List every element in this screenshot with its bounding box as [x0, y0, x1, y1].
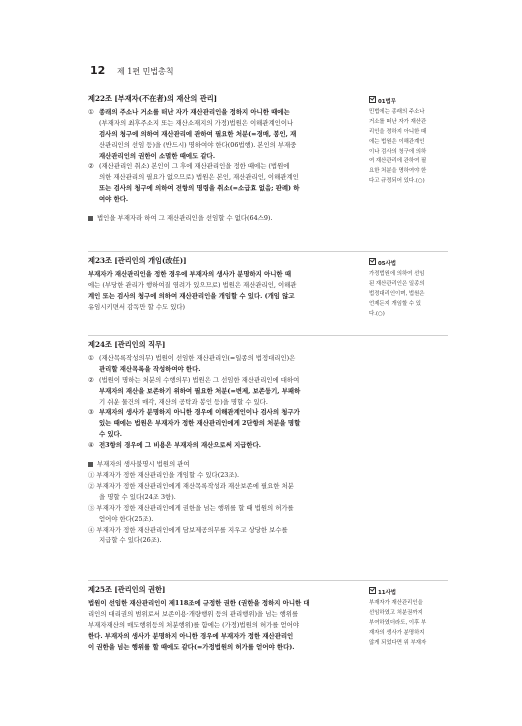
- sidenote-line: 요한 처분을 명하여야 한: [369, 168, 427, 175]
- article-24: [88, 340, 354, 546]
- divider: [88, 580, 448, 581]
- sidenote-line: 다.(○): [369, 310, 385, 317]
- text-line: 관리할 재산목록을 작성하여야 한다.: [99, 364, 201, 373]
- note-line: ④ 부재자가 정한 재산관리인에게 담보제공의무를 지우고 상당한 보수를: [88, 525, 288, 534]
- sidenote-line: 여 재산관리에 관하여 필: [369, 158, 427, 165]
- article-25: [88, 585, 354, 652]
- article-title: 제24조 [관리인의 직무]: [88, 340, 166, 349]
- note-line: 얻어야 한다(25조).: [99, 514, 154, 523]
- sidenote-line: 재자의 생사가 분명하지: [369, 629, 425, 636]
- sidenote-05: [369, 258, 441, 319]
- article-22: [88, 94, 354, 224]
- sidenote-line: 민법에는 종래의 주소나: [369, 108, 425, 115]
- text-line: 기 쉬운 물건의 매각, 재산의 공탁과 봉인 등)을 명할 수 있다.: [99, 397, 268, 406]
- note-square-icon: [88, 462, 93, 467]
- text-line: 수 있다.: [99, 430, 122, 439]
- text-line: 법원이 선임한 재산관리인이 제118조에 규정한 권한 (권한을 정하지 아니한 대: [88, 598, 310, 607]
- text-line: 에는 (부당한 관리가 행하여질 염려가 있으므로) 법원은 재산관리인, 이해관: [88, 280, 297, 289]
- sidenote-line: 리인을 정하지 아니한 때: [369, 128, 427, 135]
- note-box: [88, 459, 354, 546]
- sidenote-01: [369, 96, 441, 187]
- divider: [88, 335, 448, 336]
- paragraph-number: ②: [88, 375, 94, 384]
- text-line: 부재자가 재산관리인을 정한 경우에 부재자의 생사가 분명하지 아니한 때: [88, 269, 291, 278]
- note-line: ① 부재자가 정한 재산관리인을 개임할 수 있다(23조).: [88, 470, 240, 479]
- text-line: 이 권한을 넘는 행위를 할 때에도 같다(=가정법원의 허가를 얻어야 한다).: [88, 642, 295, 651]
- text-line: (법원이 명하는 처분의 수행의무) 법원은 그 선임한 재산관리인에 대하여: [99, 375, 300, 384]
- note-line: ② 부재자가 정한 재산관리인에게 재산목록작성과 재산보존에 필요한 처분: [88, 481, 294, 490]
- sidenote-line: 선임하였고 처분권까지: [369, 609, 423, 616]
- sidenote-title: 11사법: [378, 590, 396, 596]
- text-line: 계인 또는 검사의 청구에 의하여 재산관리인을 개임할 수 있다. (개임 않고: [88, 291, 295, 300]
- sidenote-line: 법정대리인이며, 법원은: [369, 290, 425, 297]
- divider: [88, 251, 448, 252]
- text-line: 전3항의 경우에 그 비용은 부재자의 재산으로써 지급한다.: [99, 441, 262, 450]
- text-line: 종래의 주소나 거소를 떠난 자가 재산관리인을 정하지 아니한 때에는: [99, 107, 290, 116]
- text-line: 부재자재산의 매도행위등의 처분행위)를 함에는 (가정)법원의 허가를 얻어야: [88, 620, 300, 629]
- paragraph-1: [88, 353, 354, 375]
- text-line: 의한 재산관리의 필요가 없으므로) 법원은 본인, 재산관리인, 이해관계인: [99, 173, 299, 182]
- text-line: 재산관리인의 권한이 소멸한 때에도 같다.: [99, 151, 216, 160]
- note-line: 을 명할 수 있다(24조 3항).: [99, 492, 176, 501]
- checkbox-icon: [369, 96, 376, 103]
- checkbox-icon: [369, 258, 376, 265]
- text-line: 유임시키면서 감독만 할 수도 있다): [88, 302, 186, 311]
- paragraph-3: [88, 407, 354, 440]
- text-line: 한다. 부재자의 생사가 분명하지 아니한 경우에 부재자가 정한 재산관리인: [88, 631, 294, 640]
- sidenote-line: 거소를 떠난 자가 재산관: [369, 118, 427, 125]
- note-box: [88, 213, 354, 224]
- sidenote-line: 이나 검사의 청구에 의하: [369, 148, 427, 155]
- sidenote-line: 된 재산관리인은 일종의: [369, 280, 425, 287]
- text-line: (재산목록작성의무) 법원이 선임한 재산관리인(=일종의 법정대리인)은: [99, 353, 296, 362]
- paragraph-4: [88, 440, 354, 451]
- article-23: [88, 256, 354, 313]
- paragraph-number: ①: [88, 107, 94, 116]
- chapter-heading: 제 1편 민법총칙: [117, 67, 174, 76]
- paragraph-number: ④: [88, 441, 94, 450]
- sidenote-title: 01법무: [378, 99, 396, 105]
- paragraph-2: [88, 375, 354, 408]
- article-title: 제22조 [부재자(不在者)의 재산의 관리]: [88, 94, 218, 103]
- note-square-icon: [88, 216, 93, 221]
- note-line: 지급할 수 있다(26조).: [99, 536, 162, 545]
- article-title: 제23조 [관리인의 개임(改任)]: [88, 256, 187, 265]
- sidenote-line: 부여하였더라도, 이후 부: [369, 619, 427, 626]
- text-line: 산관리인의 선임 등)을 (반드시) 명하여야 한다(06법행). 본인의 부재중: [99, 140, 297, 149]
- note-text: 법인을 부재자라 하여 그 재산관리인을 선임할 수 없다(64스9).: [97, 214, 273, 223]
- paragraph-1: [88, 107, 354, 162]
- checkbox-icon: [369, 587, 376, 594]
- text-line: 검사의 청구에 의하여 재산관리에 관하여 필요한 처분(=경매, 봉인, 재: [99, 129, 297, 138]
- sidenote-line: 에는 법원은 이해관계인: [369, 138, 425, 145]
- page-number: 12: [90, 64, 106, 77]
- sidenote-line: 다고 규정되어 있다.(○): [369, 178, 425, 185]
- article-title: 제25조 [관리인의 권한]: [88, 585, 166, 594]
- note-line: ③ 부재자가 정한 재산관리인에게 권한을 넘는 행위를 할 때 법원의 허가를: [88, 503, 294, 512]
- note-heading: 부재자의 생사불명시 법원의 관여: [97, 460, 190, 469]
- text-line: (부재자의 최후주소지 또는 재산소재지의 가정)법원은 이해관계인이나: [99, 118, 294, 127]
- paragraph-number: ①: [88, 353, 94, 362]
- sidenote-title: 05사법: [378, 261, 396, 267]
- paragraph-number: ②: [88, 162, 94, 171]
- text-line: 있는 때에는 법원은 부재자가 정한 재산관리인에게 2단항의 처분을 명할: [99, 419, 301, 428]
- text-line: 또는 검사의 청구에 의하여 전항의 명령을 취소(=소급효 없음; 판례) 하: [99, 184, 300, 193]
- sidenote-line: 가정법원에 의하여 선임: [369, 270, 425, 277]
- text-line: 부재자의 재산을 보존하기 위하여 필요한 처분(=변제, 보존등기, 부패하: [99, 386, 301, 395]
- sidenote-line: 언제든지 개임할 수 있: [369, 300, 422, 307]
- sidenote-line: 않게 되었다면 위 부재자: [369, 639, 427, 646]
- paragraph-2: [88, 161, 354, 205]
- text-line: 리인의 대리권의 범위로서 보존이용·개량행위 등의 관리행위)을 넘는 행위를: [88, 609, 299, 618]
- text-line: 여야 한다.: [99, 195, 129, 204]
- paragraph-number: ③: [88, 408, 94, 417]
- sidenote-line: 부재자가 재산관리인을: [369, 599, 423, 606]
- text-line: (재산관리인 취소) 본인이 그 후에 재산관리인을 정한 때에는 (법원에: [99, 162, 290, 171]
- text-line: 부재자의 생사가 분명하지 아니한 경우에 이해관계인이나 검사의 청구가: [99, 408, 300, 417]
- sidenote-11: [369, 587, 441, 648]
